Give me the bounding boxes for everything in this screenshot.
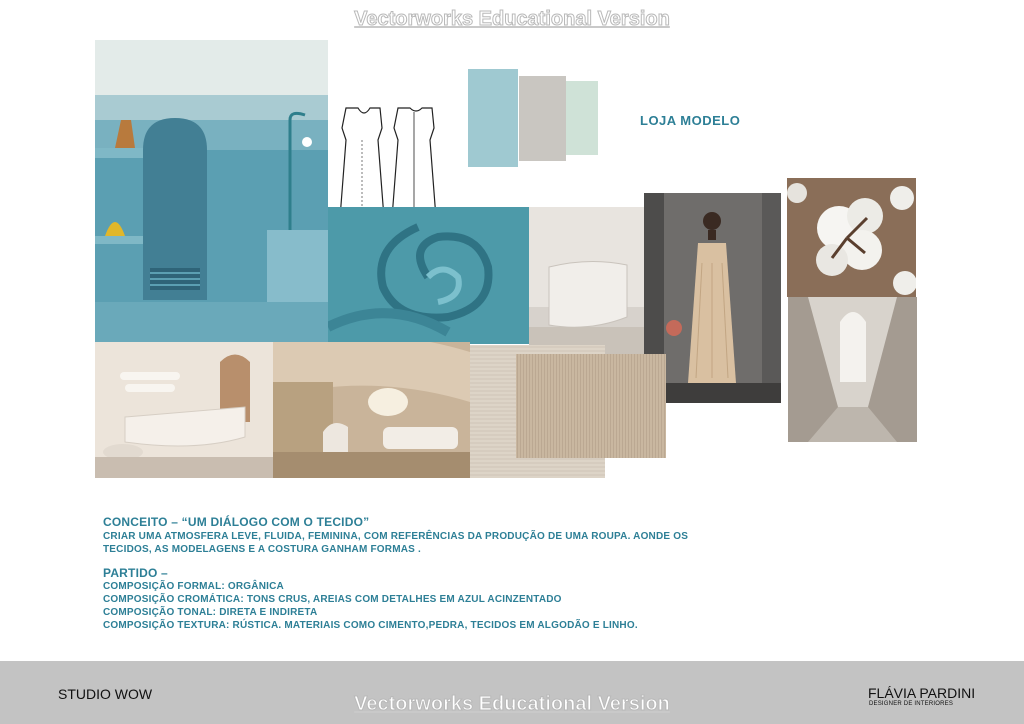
photo-blue-interior — [95, 40, 328, 385]
photo-cave-lounge — [273, 342, 470, 478]
concept-line-1: CRIAR UMA ATMOSFERA LEVE, FLUIDA, FEMININA, COM REFERÊNCIAS DA PRODUÇÃO DE UMA ROUPA. AONDE OS — [103, 531, 689, 542]
partido-heading: PARTIDO – — [103, 566, 168, 580]
photo-teal-fabric — [328, 207, 529, 344]
swatch-grey — [519, 76, 566, 161]
photo-white-corridor — [788, 297, 917, 442]
photo-cotton — [787, 178, 916, 297]
partido-item: COMPOSIÇÃO TEXTURA: RÚSTICA. MATERIAIS COMO CIMENTO,PEDRA, TECIDOS EM ALGODÃO E LINHO. — [103, 620, 638, 631]
designer-name: FLÁVIA PARDINI — [868, 685, 976, 701]
board-title: LOJA MODELO — [640, 113, 741, 128]
photo-organic-interior — [95, 342, 273, 478]
swatch-mint — [566, 81, 598, 155]
concept-heading: CONCEITO – “UM DIÁLOGO COM O TECIDO” — [103, 515, 370, 529]
watermark-bottom: Vectorworks Educational Version — [354, 693, 670, 715]
photo-linen-texture-2 — [516, 354, 666, 458]
partido-item: COMPOSIÇÃO CROMÁTICA: TONS CRUS, AREIAS COM DETALHES EM AZUL ACINZENTADO — [103, 594, 562, 605]
partido-item: COMPOSIÇÃO TONAL: DIRETA E INDIRETA — [103, 607, 318, 618]
concept-line-2: TECIDOS, AS MODELAGENS E A COSTURA GANHAM FORMAS . — [103, 544, 421, 555]
photo-curved-counter — [529, 207, 644, 354]
watermark-top: Vectorworks Educational Version — [354, 8, 670, 30]
designer-role: DESIGNER DE INTERIORES — [869, 701, 954, 707]
partido-item: COMPOSIÇÃO FORMAL: ORGÂNICA — [103, 581, 284, 592]
swatch-blue — [468, 69, 518, 167]
studio-name: STUDIO WOW — [58, 686, 153, 702]
